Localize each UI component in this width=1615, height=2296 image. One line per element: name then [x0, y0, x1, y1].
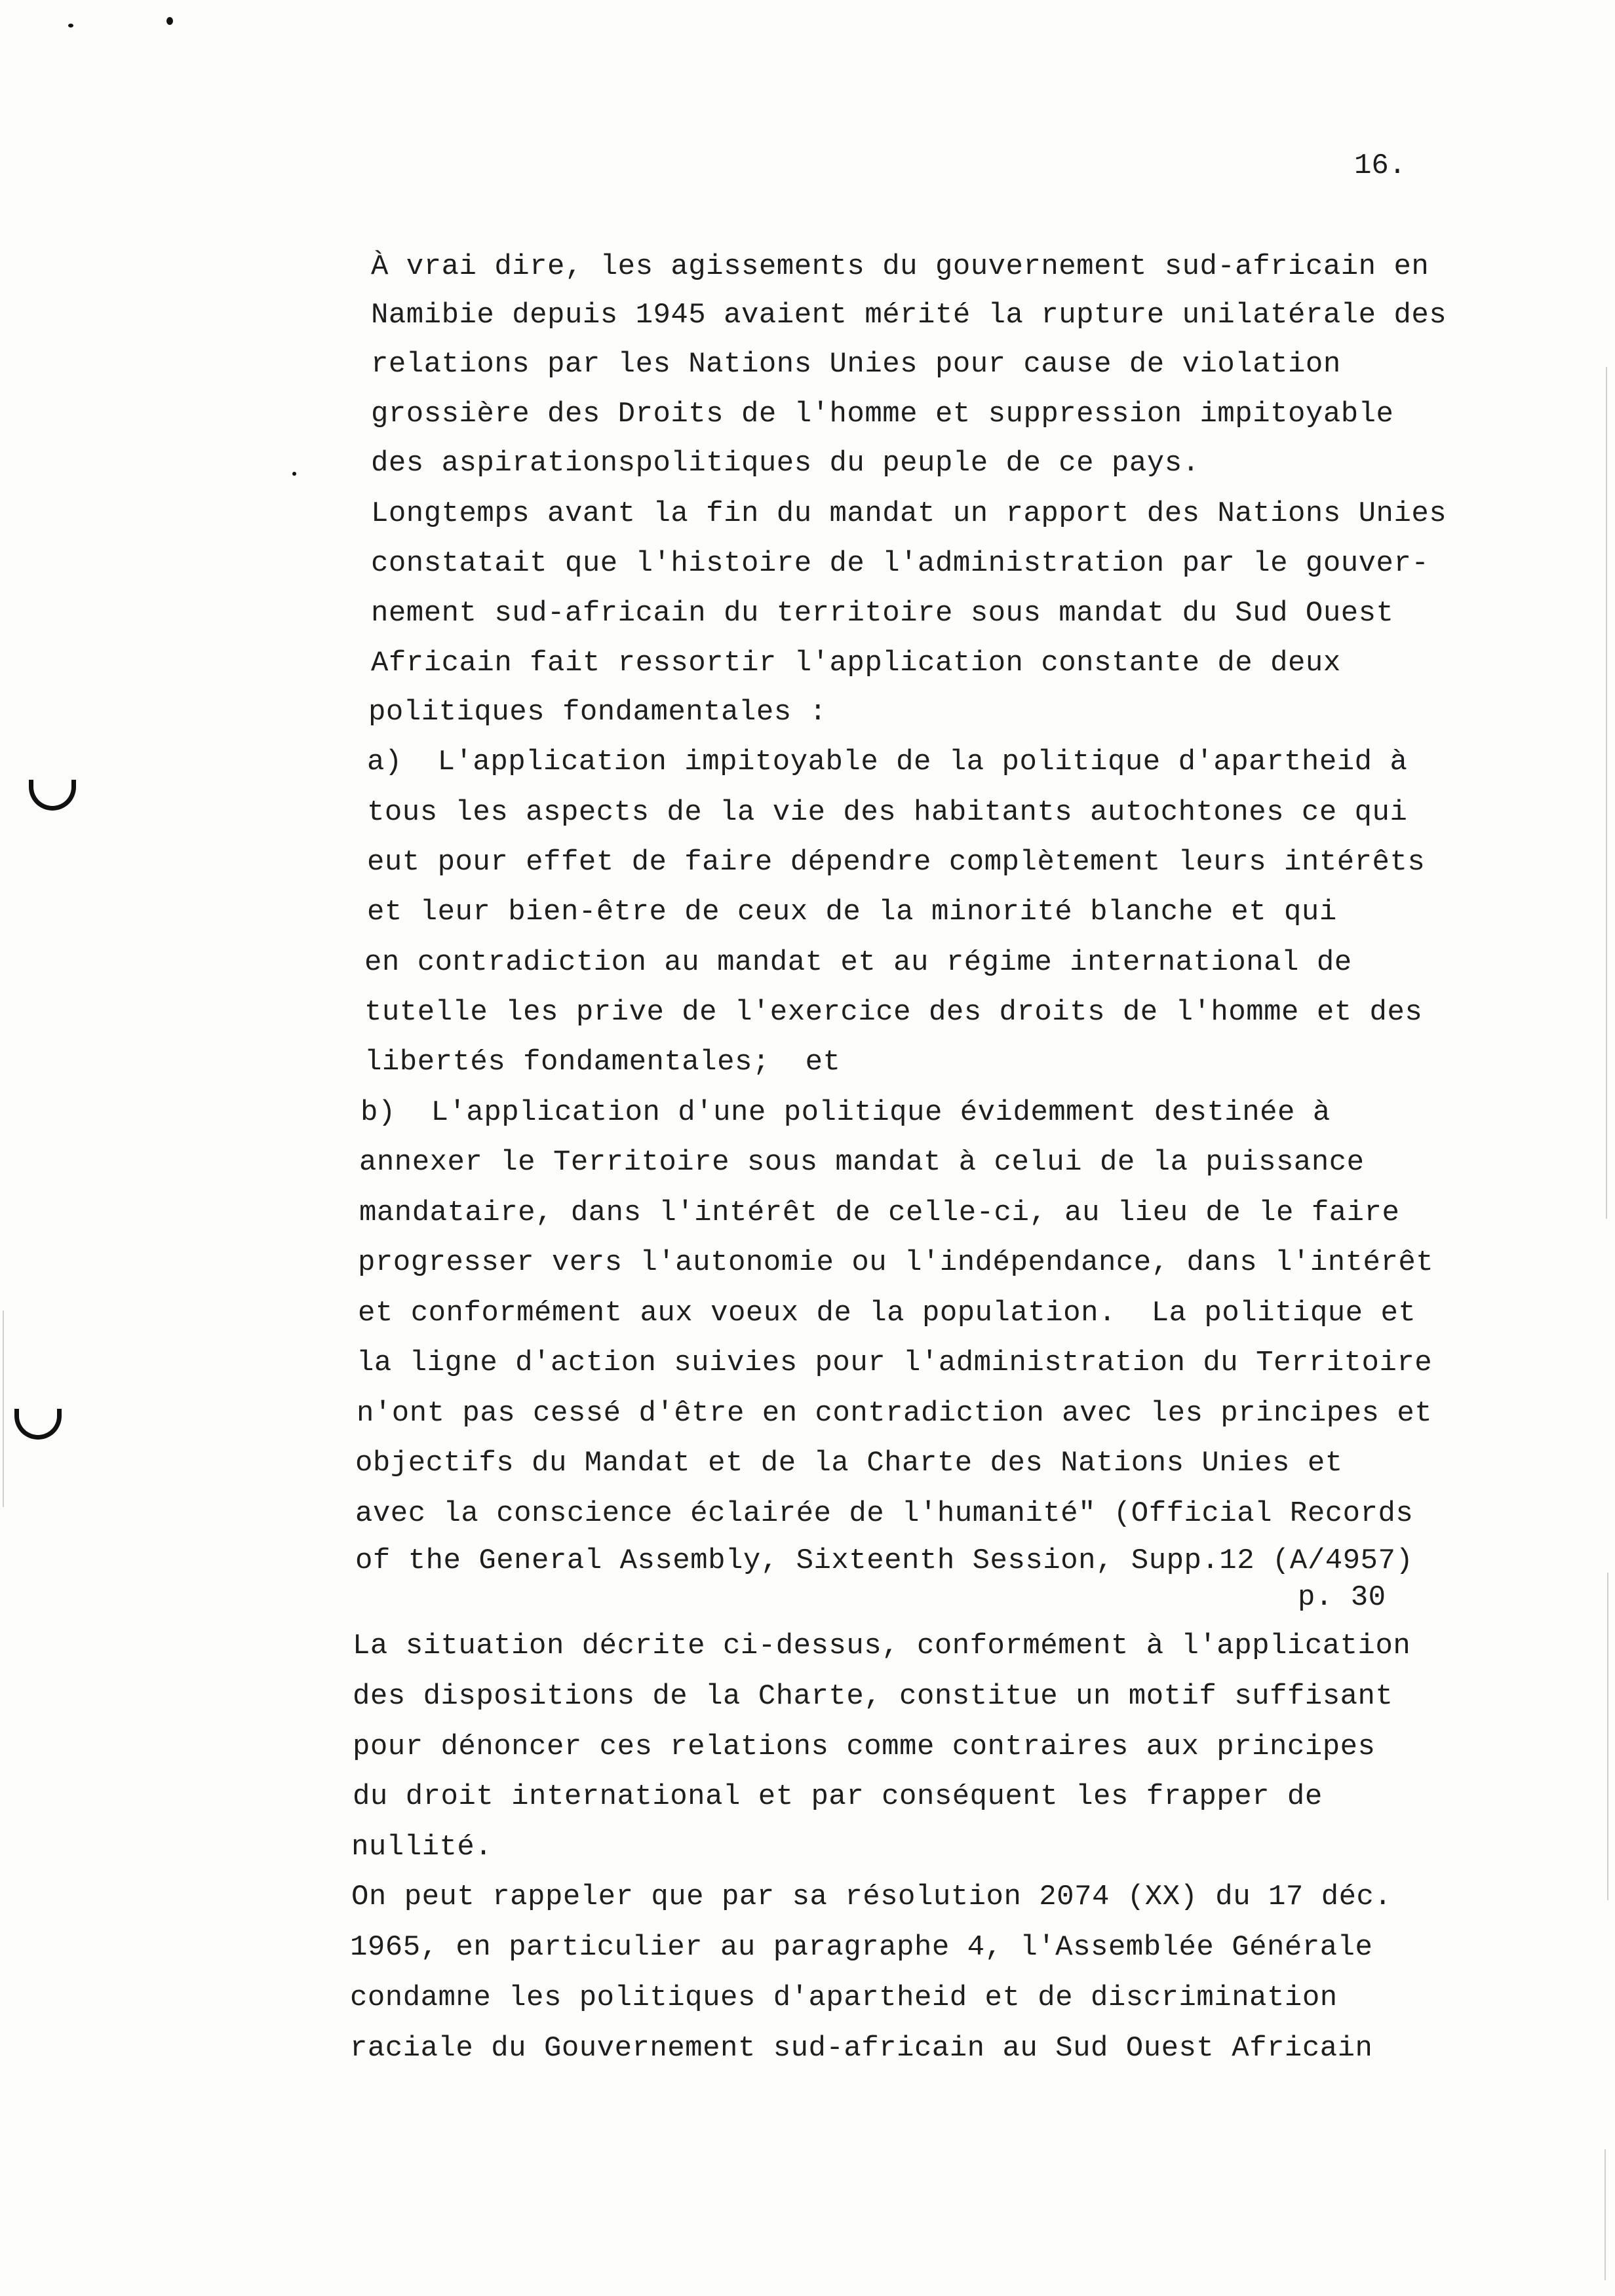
text-line: des aspirationspolitiques du peuple de ce pays. — [371, 447, 1200, 480]
text-line: La situation décrite ci-dessus, conformément à l'application — [353, 1630, 1411, 1662]
text-line: constatait que l'histoire de l'administration par le gouver- — [371, 547, 1430, 580]
citation-page: p. 30 — [1298, 1581, 1386, 1614]
scan-speck — [166, 17, 173, 25]
text-line: libertés fondamentales; et — [364, 1046, 841, 1079]
text-line: raciale du Gouvernement sud-africain au Sud Ouest Africain — [350, 2032, 1373, 2065]
scan-edge-line — [3, 1311, 4, 1507]
text-line: tous les aspects de la vie des habitants autochtones ce qui — [367, 796, 1408, 829]
scan-edge-line — [1607, 1573, 1608, 1900]
text-line: 1965, en particulier au paragraphe 4, l'Assemblée Générale — [350, 1931, 1373, 1964]
text-line: nement sud-africain du territoire sous mandat du Sud Ouest — [371, 597, 1394, 630]
text-line: et conformément aux voeux de la population. La politique et — [358, 1297, 1416, 1330]
text-line: Namibie depuis 1945 avaient mérité la rupture unilatérale des — [371, 299, 1447, 332]
text-line: nullité. — [351, 1831, 493, 1864]
text-line: pour dénoncer ces relations comme contraires aux principes — [353, 1731, 1376, 1763]
text-line: relations par les Nations Unies pour cause de violation — [371, 348, 1341, 381]
text-line: des dispositions de la Charte, constitue un motif suffisant — [353, 1680, 1393, 1713]
text-line: n'ont pas cessé d'être en contradiction avec les principes et — [357, 1397, 1433, 1430]
text-line: politiques fondamentales : — [368, 696, 827, 729]
text-line: eut pour effet de faire dépendre complètement leurs intérêts — [367, 846, 1426, 879]
text-line: Longtemps avant la fin du mandat un rapport des Nations Unies — [371, 497, 1447, 530]
text-line: en contradiction au mandat et au régime international de — [364, 946, 1352, 979]
punch-hole-mark — [14, 1409, 62, 1440]
text-line: la ligne d'action suivies pour l'administration du Territoire — [357, 1347, 1433, 1379]
text-line: On peut rappeler que par sa résolution 2074 (XX) du 17 déc. — [351, 1881, 1392, 1913]
text-line: Africain fait ressortir l'application constante de deux — [371, 647, 1341, 679]
text-line: grossière des Droits de l'homme et suppression impitoyable — [371, 398, 1394, 430]
text-line: objectifs du Mandat et de la Charte des Nations Unies et — [355, 1447, 1343, 1480]
list-item-b: b) L'application d'une politique évidemment destinée à — [360, 1096, 1331, 1129]
scan-speck — [68, 24, 73, 28]
punch-hole-mark — [29, 780, 76, 811]
text-line: condamne les politiques d'apartheid et de discrimination — [350, 1981, 1338, 2014]
text-line: avec la conscience éclairée de l'humanité" (Official Records — [355, 1497, 1414, 1530]
page-number: 16. — [1354, 149, 1407, 182]
text-line: tutelle les prive de l'exercice des droits de l'homme et des — [364, 996, 1423, 1029]
citation-line: of the General Assembly, Sixteenth Session, Supp.12 (A/4957) — [355, 1544, 1414, 1577]
text-line: annexer le Territoire sous mandat à celui de la puissance — [359, 1146, 1365, 1179]
text-line: mandataire, dans l'intérêt de celle-ci, au lieu de le faire — [359, 1196, 1400, 1229]
text-line: du droit international et par conséquent les frapper de — [353, 1780, 1323, 1813]
scan-edge-line — [1605, 2149, 1606, 2280]
text-line: progresser vers l'autonomie ou l'indépendance, dans l'intérêt — [358, 1246, 1434, 1279]
scan-speck — [292, 472, 296, 476]
scan-edge-line — [1606, 367, 1607, 1219]
list-item-a: a) L'application impitoyable de la politique d'apartheid à — [367, 746, 1408, 778]
text-line: À vrai dire, les agissements du gouvernement sud-africain en — [371, 250, 1430, 283]
text-line: et leur bien-être de ceux de la minorité blanche et qui — [367, 896, 1337, 928]
